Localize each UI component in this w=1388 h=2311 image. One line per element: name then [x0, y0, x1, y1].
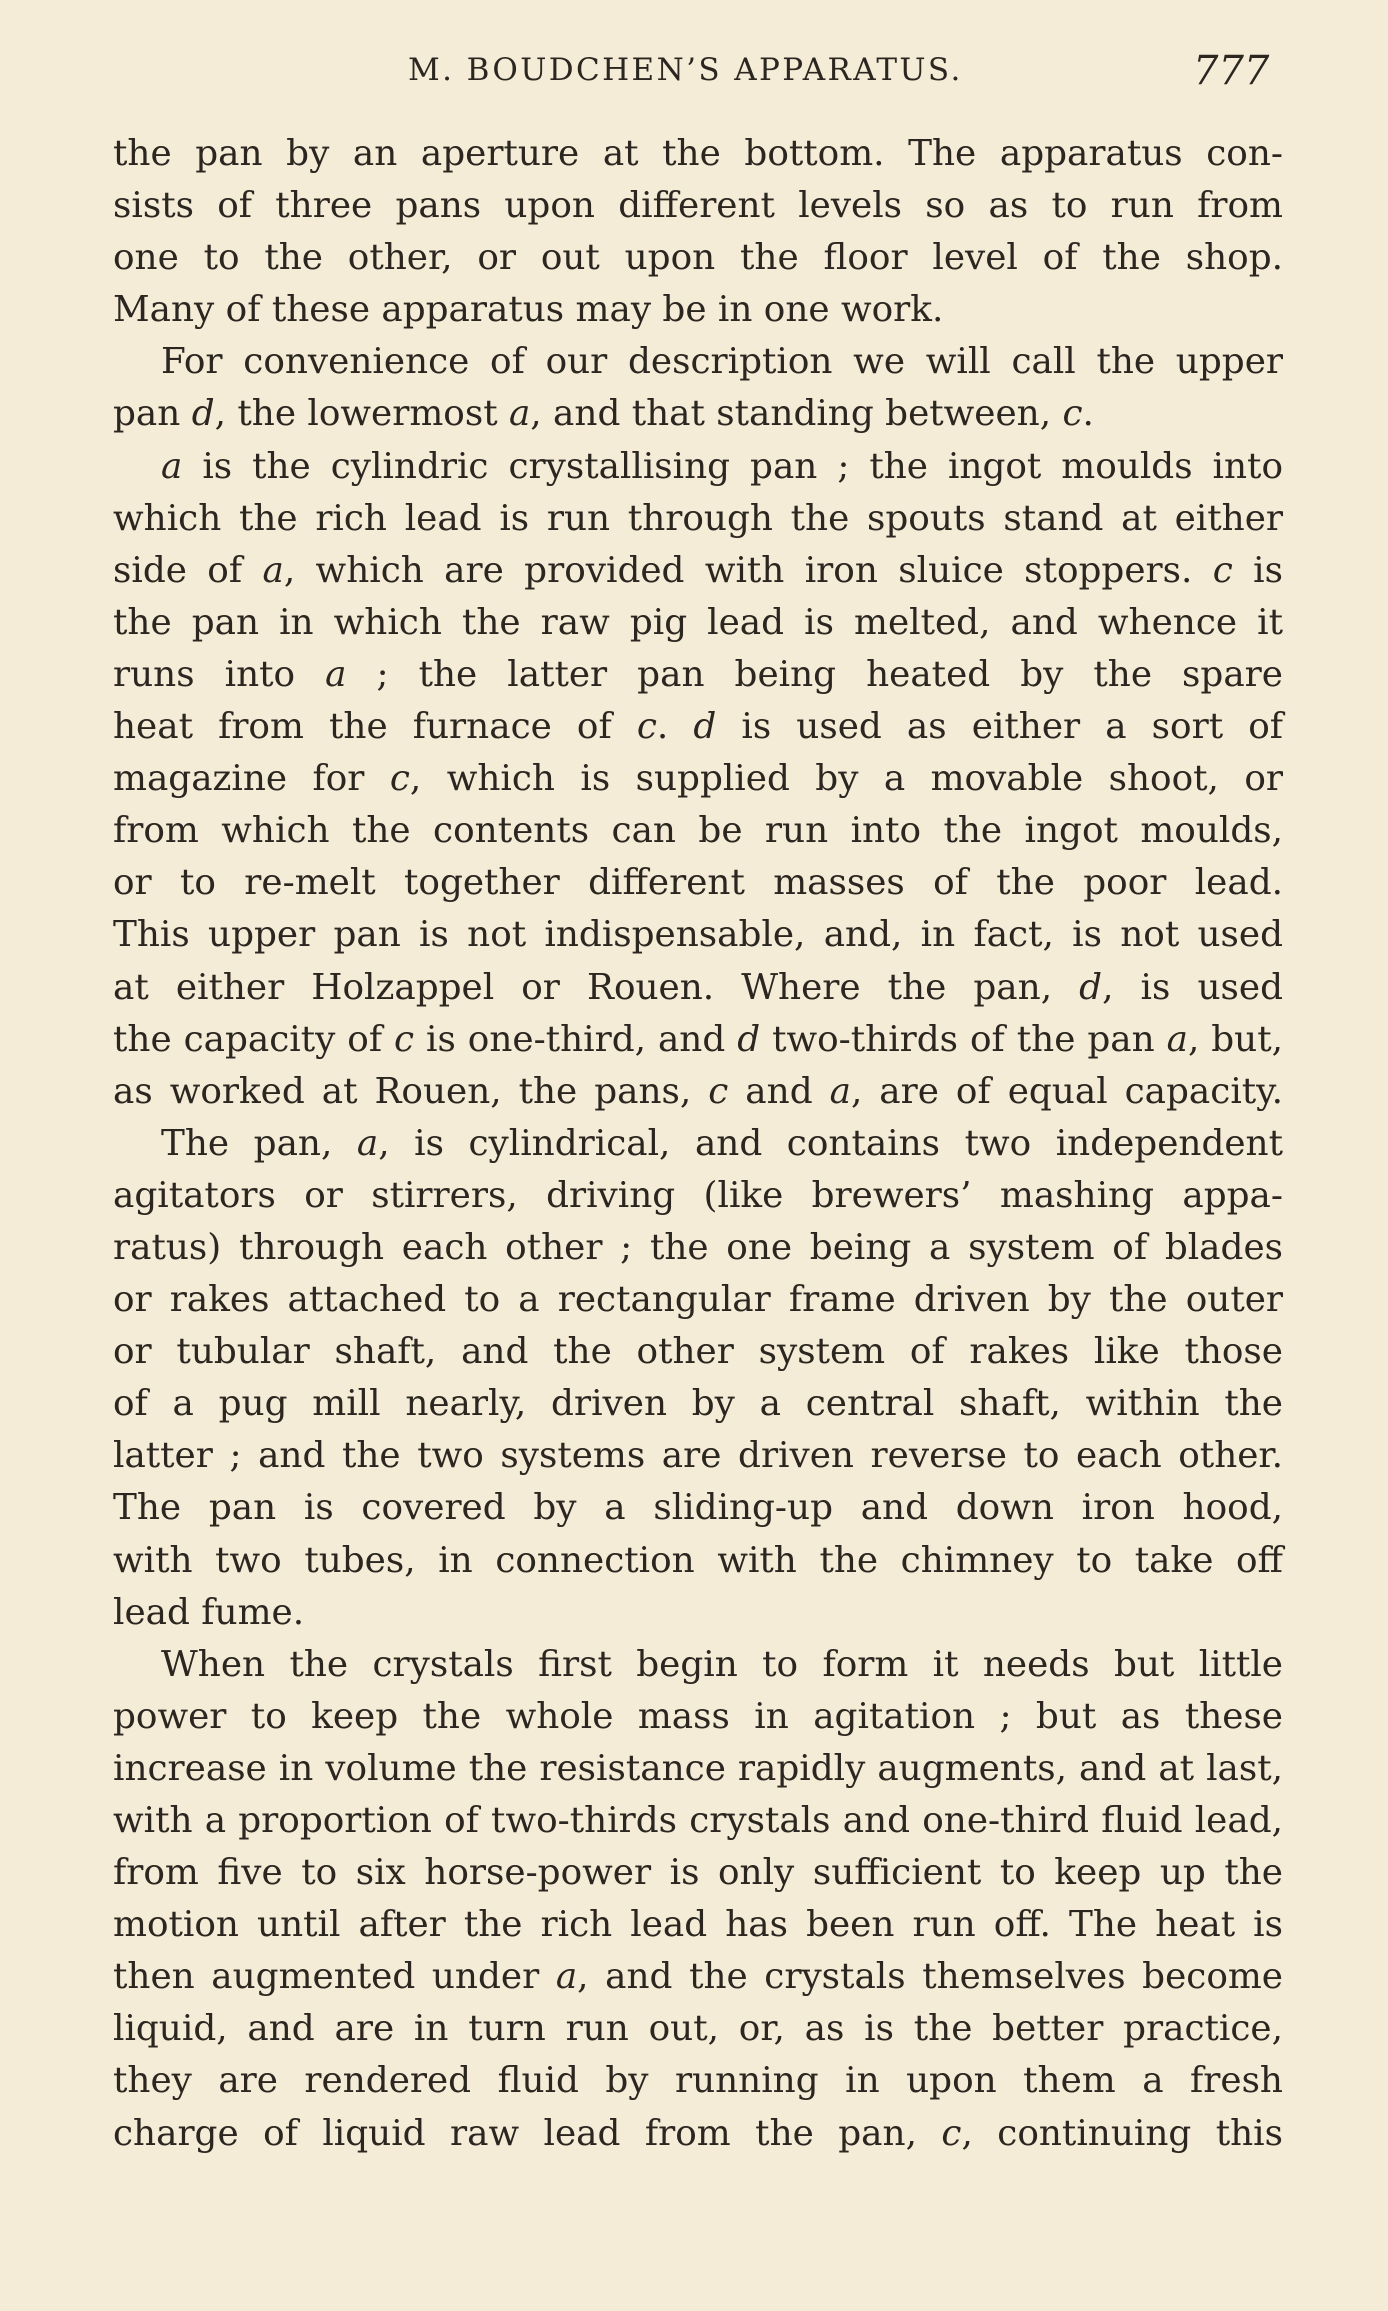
text-line: [113, 1639, 1283, 1691]
text-line: [113, 1899, 1283, 1951]
text-line: [113, 1847, 1283, 1899]
text-run: , the lowermost: [214, 393, 509, 435]
text-run: latter ; and the two systems are driven reverse to each other.: [113, 1435, 1283, 1477]
italic-letter: c: [1062, 393, 1083, 435]
text-line: [113, 128, 1283, 180]
text-run: .: [656, 706, 694, 748]
italic-letter: c: [394, 1018, 415, 1060]
text-run: power to keep the whole mass in agitation ; but as these: [113, 1695, 1283, 1737]
text-line: [113, 493, 1283, 545]
text-line: [113, 545, 1283, 597]
text-line: [113, 2055, 1283, 2107]
text-run: The pan is covered by a sliding-up and down iron hood,: [113, 1487, 1283, 1529]
text-run: with a proportion of two-thirds crystals and one-third fluid lead,: [113, 1800, 1283, 1841]
text-line: [113, 1587, 1283, 1639]
text-run: pan: [113, 393, 192, 435]
text-line: [113, 1535, 1283, 1587]
text-line: [113, 1274, 1283, 1326]
text-line: [113, 336, 1283, 388]
italic-letter: d: [1079, 966, 1103, 1008]
text-line: [113, 753, 1283, 805]
text-run: , and that standing between,: [530, 393, 1063, 435]
text-run: which the rich lead is run through the spouts stand at either: [113, 497, 1283, 539]
text-run: at either Holzappel or Rouen. Where the pan,: [113, 966, 1080, 1008]
text-line: [113, 649, 1283, 701]
text-line: [113, 388, 1283, 440]
text-run: is the cylindric crystallising pan ; the ingot moulds into: [182, 445, 1283, 487]
italic-letter: a: [262, 549, 284, 591]
text-line: [113, 1222, 1283, 1274]
text-run: , is cylindrical, and contains two independent: [378, 1122, 1283, 1164]
text-run: from which the contents can be run into the ingot moulds,: [113, 810, 1283, 852]
text-run: is used as either a sort of: [716, 706, 1283, 748]
text-line: [113, 597, 1283, 649]
text-line: [113, 2003, 1283, 2055]
italic-letter: d: [693, 706, 717, 748]
text-run: the capacity of: [113, 1018, 395, 1060]
text-line: [113, 232, 1283, 284]
text-line: [113, 1482, 1283, 1534]
text-run: or tubular shaft, and the other system of rakes like those: [113, 1331, 1283, 1373]
text-run: or to re-melt together different masses of the poor lead.: [113, 862, 1283, 904]
text-line: [113, 805, 1283, 857]
italic-letter: c: [636, 706, 657, 748]
italic-letter: a: [161, 445, 183, 487]
text-line: [113, 1951, 1283, 2003]
running-head: [0, 48, 1388, 102]
text-line: [113, 1014, 1283, 1066]
text-run: increase in volume the resistance rapidly augments, and at last,: [113, 1747, 1283, 1789]
text-run: , continuing this: [961, 2112, 1283, 2154]
text-line: [113, 180, 1283, 232]
italic-letter: c: [389, 758, 410, 800]
page-number: 777: [1193, 48, 1270, 94]
italic-letter: c: [941, 2112, 962, 2154]
text-run: of a pug mill nearly, driven by a central shaft, within the: [113, 1383, 1283, 1425]
text-run: and: [728, 1070, 830, 1112]
text-run: liquid, and are in turn run out, or, as is the better practice,: [113, 2008, 1283, 2050]
text-run: .: [1082, 393, 1094, 435]
italic-letter: c: [1212, 549, 1233, 591]
italic-letter: a: [555, 1956, 578, 1998]
italic-letter: a: [1166, 1018, 1188, 1060]
text-run: , which are provided with iron sluice stoppers.: [283, 549, 1213, 591]
text-run: runs into: [113, 653, 326, 695]
text-run: they are rendered fluid by running in upon them a fresh: [113, 2060, 1283, 2102]
text-run: lead fume.: [113, 1591, 305, 1633]
text-run: from five to six horse-power is only sufficient to keep up the: [113, 1852, 1283, 1894]
italic-letter: c: [708, 1070, 729, 1112]
text-line: [113, 2108, 1283, 2160]
text-run: side of: [113, 549, 263, 591]
text-run: as worked at Rouen, the pans,: [113, 1070, 709, 1112]
text-run: , which is supplied by a movable shoot, or: [409, 758, 1283, 800]
text-line: [113, 441, 1283, 493]
italic-letter: a: [829, 1070, 851, 1112]
text-run: agitators or stirrers, driving (like brewers’ mashing appa-: [113, 1174, 1283, 1216]
text-run: motion until after the rich lead has been run off. The heat is: [113, 1904, 1283, 1946]
text-run: then augmented under: [113, 1956, 556, 1998]
italic-letter: a: [508, 393, 531, 435]
text-run: the pan by an aperture at the bottom. The apparatus con-: [113, 133, 1283, 174]
text-line: [113, 1378, 1283, 1430]
text-line: [113, 1326, 1283, 1378]
text-line: [113, 1066, 1283, 1118]
text-run: or rakes attached to a rectangular frame driven by the outer: [113, 1279, 1283, 1321]
text-run: is one-third, and: [414, 1018, 738, 1060]
text-run: , is used: [1102, 966, 1283, 1008]
text-run: , and the crystals themselves become: [577, 1956, 1283, 1998]
text-run: sists of three pans upon different levels so as to run from: [113, 185, 1283, 227]
text-run: charge of liquid raw lead from the pan,: [113, 2112, 942, 2154]
text-run: magazine for: [113, 758, 390, 800]
text-line: [113, 857, 1283, 909]
text-run: with two tubes, in connection with the chimney to take off: [113, 1539, 1283, 1581]
text-line: [113, 284, 1283, 336]
text-run: For convenience of our description we will call the upper: [161, 341, 1283, 383]
text-run: Many of these apparatus may be in one work.: [113, 289, 944, 331]
text-run: the pan in which the raw pig lead is melted, and whence it: [113, 601, 1283, 643]
body-text: [113, 128, 1283, 2160]
text-line: [113, 1118, 1283, 1170]
text-run: ratus) through each other ; the one being a system of blades: [113, 1226, 1283, 1268]
text-run: The pan,: [161, 1122, 357, 1164]
italic-letter: a: [325, 653, 347, 695]
text-line: [113, 1743, 1283, 1795]
text-line: [113, 1691, 1283, 1743]
text-line: [113, 1430, 1283, 1482]
text-run: , are of equal capacity.: [850, 1070, 1284, 1112]
text-run: one to the other, or out upon the floor level of the shop.: [113, 237, 1283, 279]
text-run: is: [1232, 549, 1284, 591]
italic-letter: d: [737, 1018, 761, 1060]
text-run: heat from the furnace of: [113, 706, 637, 748]
text-run: two-thirds of the pan: [760, 1018, 1167, 1060]
text-run: This upper pan is not indispensable, and, in fact, is not used: [113, 914, 1283, 956]
text-line: [113, 701, 1283, 753]
text-line: [113, 1170, 1283, 1222]
text-line: [113, 962, 1283, 1014]
running-head-title: M. BOUDCHEN’S APPARATUS.: [408, 52, 963, 88]
text-run: , but,: [1187, 1018, 1283, 1060]
text-run: When the crystals first begin to form it needs but little: [161, 1643, 1283, 1685]
italic-letter: a: [356, 1122, 379, 1164]
text-line: [113, 1795, 1283, 1847]
text-line: [113, 909, 1283, 961]
italic-letter: d: [191, 393, 215, 435]
text-run: ; the latter pan being heated by the spare: [346, 653, 1283, 695]
